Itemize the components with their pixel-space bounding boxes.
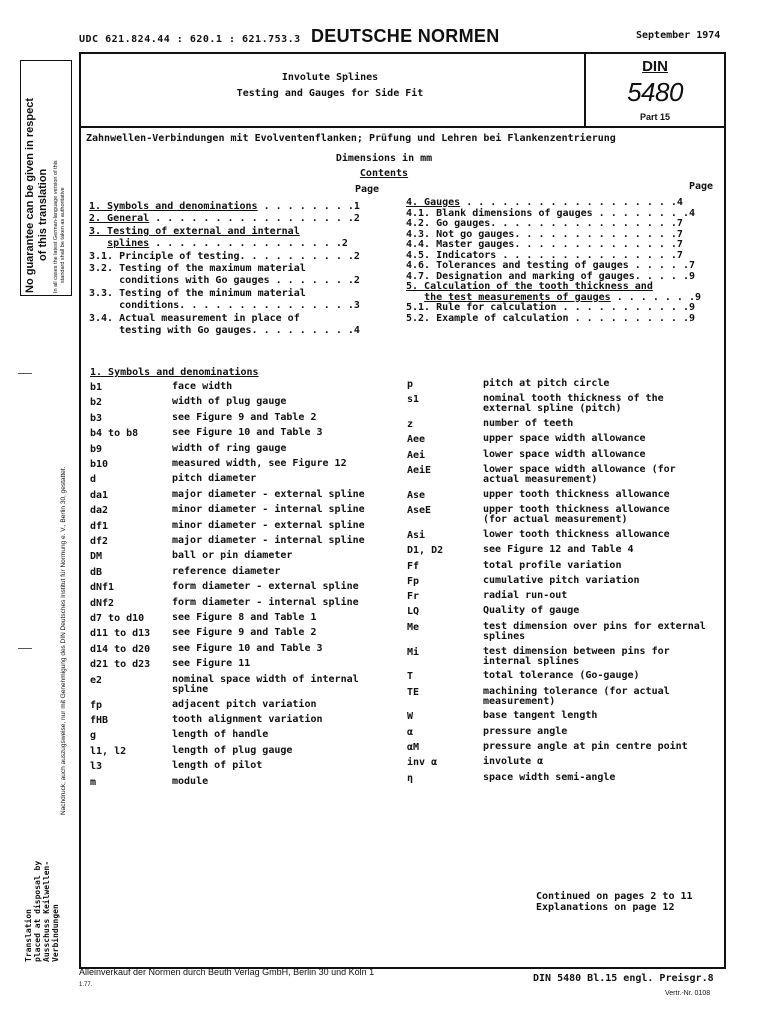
symbol-description: see Figure 10 and Table 3	[172, 427, 323, 439]
symbol-description: see Figure 11	[172, 658, 251, 670]
toc-entry: the test measurements of gauges . . . . . . .9	[424, 291, 702, 303]
symbol-description: cumulative pitch variation	[483, 574, 640, 586]
symbol-description: total profile variation	[483, 559, 622, 571]
symbol: l1, l2	[90, 745, 127, 757]
page-label-left: Page	[355, 184, 380, 195]
symbol-description: nominal space width of internal spline	[172, 673, 359, 695]
translation-credit-2: placed at disposal by	[33, 860, 42, 962]
toc-entry: 5.1. Rule for calculation . . . . . . . . . . .9	[406, 302, 695, 313]
toc-entry: 3.1. Principle of testing. . . . . . . . . .2	[89, 250, 360, 262]
symbol: z	[407, 419, 414, 431]
symbol-description: nominal tooth thickness of the external spline (pitch)	[483, 393, 664, 415]
symbol-description: measured width, see Figure 12	[172, 458, 347, 469]
symbol-description: form diameter - external spline	[172, 581, 359, 593]
german-title: Zahnwellen-Verbindungen mit Evolventenflanken; Prüfung und Lehren bei Flankenzentrierung	[86, 133, 616, 144]
symbol: d14 to d20	[90, 643, 151, 655]
din-part: Part 15	[639, 112, 671, 122]
symbol: T	[407, 671, 414, 683]
symbol-description: pitch diameter	[172, 473, 257, 485]
toc-entry: 3.3. Testing of the minimum material	[89, 287, 306, 299]
symbol: DM	[90, 551, 103, 563]
symbol-description: major diameter - external spline	[172, 488, 365, 500]
udc-classification: UDC 621.824.44 : 620.1 : 621.753.3	[79, 34, 301, 45]
symbol-description: adjacent pitch variation	[172, 698, 317, 710]
symbol-description: upper tooth thickness allowance	[483, 488, 670, 500]
symbol-description: machining tolerance (for actual measurement)	[483, 685, 670, 707]
symbol: g	[90, 730, 97, 742]
continued-pages: Continued on pages 2 to 11	[536, 891, 693, 902]
symbol: d	[90, 474, 97, 486]
symbol: W	[407, 711, 414, 723]
din-number: 5480	[627, 77, 683, 107]
toc-entry: 4.1. Blank dimensions of gauges . . . . . . . .4	[406, 207, 695, 219]
symbol: AeiE	[407, 465, 432, 476]
symbol-description: width of ring gauge	[172, 442, 287, 454]
symbol: df1	[90, 520, 109, 532]
symbol-description: width of plug gauge	[172, 396, 287, 408]
symbol-description: minor diameter - external spline	[172, 519, 365, 531]
symbol: d11 to d13	[90, 628, 151, 640]
toc-entry: 4.5. Indicators . . . . . . . . . . . . . . .7	[406, 249, 683, 261]
symbol: da1	[90, 489, 109, 501]
symbol: αM	[407, 742, 420, 753]
toc-entry: conditions. . . . . . . . . . . . . . .3	[89, 300, 360, 312]
footer-vertr-number: Vertr.-Nr. 0108	[665, 990, 711, 997]
symbol-description: number of teeth	[483, 418, 574, 430]
symbol: D1, D2	[407, 545, 444, 557]
disclaimer-line-1: No guarantee can be given in respect	[24, 97, 36, 293]
symbol: df2	[90, 536, 109, 547]
explanations-page: Explanations on page 12	[536, 902, 675, 913]
symbol-description: see Figure 10 and Table 3	[172, 642, 323, 654]
symbol-description: see Figure 9 and Table 2	[172, 627, 317, 639]
symbol-description: total tolerance (Go-gauge)	[483, 670, 640, 682]
symbol: α	[407, 726, 414, 738]
contents-heading: Contents	[359, 168, 409, 179]
symbol-description: major diameter - internal spline	[172, 535, 365, 546]
symbol-description: Quality of gauge	[483, 605, 580, 617]
footer-din-reference: DIN 5480 Bl.15 engl. Preisgr.8	[533, 973, 714, 984]
toc-entry: splines . . . . . . . . . . . . . . . .2	[107, 238, 348, 250]
symbol: Aei	[407, 449, 426, 461]
din-box-divider	[584, 52, 586, 128]
toc-entry: 3. Testing of external and internal	[89, 225, 300, 237]
toc-entry: 4.4. Master gauges. . . . . . . . . . . . . .7	[406, 239, 683, 250]
symbol-description: upper tooth thickness allowance (for actual measurement)	[483, 504, 670, 526]
symbol: Aee	[407, 434, 426, 446]
toc-left-column	[89, 202, 389, 342]
symbol-description: ball or pin diameter	[172, 550, 293, 562]
symbol: d21 to d23	[90, 659, 151, 671]
symbols-heading: 1. Symbols and denominations	[90, 367, 259, 378]
toc-entry: 3.4. Actual measurement in place of	[89, 312, 300, 324]
toc-entry: 2. General . . . . . . . . . . . . . . . . .2	[89, 213, 360, 225]
symbol: fHB	[90, 714, 109, 726]
symbol-description: length of plug gauge	[172, 744, 293, 756]
symbol: e2	[90, 674, 103, 686]
page-label-right: Page	[689, 181, 714, 192]
symbol-description: test dimension over pins for external splines	[483, 620, 706, 642]
disclaimer-line-2: of this translation	[37, 168, 49, 261]
symbol: d7 to d10	[90, 613, 145, 624]
symbol: Me	[407, 621, 420, 633]
dimensions-note: Dimensions in mm	[335, 153, 433, 164]
symbol-description: radial run-out	[483, 590, 568, 602]
symbol: dNf1	[90, 582, 115, 594]
symbol-description: length of handle	[172, 729, 269, 741]
symbol-description: form diameter - internal spline	[172, 596, 359, 608]
symbol-description: space width semi-angle	[483, 771, 616, 783]
symbol-description: pitch at pitch circle	[483, 378, 610, 389]
symbol: b4 to b8	[90, 428, 139, 440]
symbol-description: see Figure 9 and Table 2	[172, 411, 317, 423]
symbol: LQ	[407, 606, 420, 618]
disclaimer-small-2: standard shall be taken as authoritative	[60, 187, 66, 283]
symbol-description: pressure angle	[483, 725, 568, 737]
symbol: b2	[90, 397, 103, 409]
symbol-description: lower space width allowance (for actual measurement)	[483, 464, 676, 485]
reprint-notice: Nachdruck, auch auszugsweise, nur mit Genehmigung des DIN Deutsches Institut für Normung e. V., Berlin 30, gestattet.	[60, 466, 67, 815]
symbols-left-column	[90, 382, 390, 802]
translation-credit-4: Verbindungen	[51, 904, 60, 962]
toc-entry: 4.7. Designation and marking of gauges. . . . .9	[406, 270, 695, 282]
symbol: η	[407, 772, 414, 784]
symbol: Fr	[407, 591, 420, 603]
deutsche-normen-heading: DEUTSCHE NORMEN	[311, 26, 500, 46]
symbol-description: face width	[172, 381, 233, 392]
symbol-description: involute α	[483, 756, 544, 768]
symbol: Fp	[407, 575, 420, 587]
symbol: fp	[90, 699, 103, 711]
toc-entry: 5. Calculation of the tooth thickness and	[406, 281, 653, 292]
symbol: p	[407, 379, 414, 390]
symbol-description: lower tooth thickness allowance	[483, 528, 670, 540]
disclaimer-small-1: In all cases the latest German-language version of this	[53, 160, 59, 293]
symbol-description: module	[172, 775, 209, 787]
english-title	[140, 70, 520, 102]
toc-entry: 4.6. Tolerances and testing of gauges . . . . .7	[406, 260, 695, 271]
symbol-description: reference diameter	[172, 565, 281, 577]
symbol: l3	[90, 761, 103, 773]
toc-entry: 3.2. Testing of the maximum material	[89, 263, 306, 274]
symbol: b10	[90, 459, 109, 470]
symbol: AseE	[407, 505, 432, 517]
symbol-description: base tangent length	[483, 710, 598, 722]
toc-right-column	[406, 198, 722, 338]
symbol-description: tooth alignment variation	[172, 713, 323, 725]
symbol-description: length of pilot	[172, 760, 263, 772]
punch-mark	[18, 648, 32, 649]
din-number-box	[588, 56, 722, 122]
publication-date: September 1974	[636, 30, 721, 41]
title-line-1: Involute Splines	[281, 72, 379, 83]
symbol-description: upper space width allowance	[483, 433, 646, 445]
translation-disclaimer-box	[20, 60, 72, 296]
symbol: b9	[90, 443, 103, 455]
symbol-description: see Figure 12 and Table 4	[483, 544, 634, 556]
translation-credit-3: Ausschuss Keilwellen-	[42, 860, 51, 962]
translation-credit-1: Translation	[24, 909, 33, 962]
symbols-right-column	[407, 379, 725, 799]
symbol: TE	[407, 686, 420, 698]
symbol: Mi	[407, 646, 420, 658]
toc-entry: testing with Go gauges. . . . . . . . .4	[89, 325, 360, 336]
symbol: b3	[90, 412, 103, 424]
toc-entry: 4. Gauges . . . . . . . . . . . . . . . . . .4	[406, 197, 683, 208]
symbol-description: pressure angle at pin centre point	[483, 741, 688, 752]
toc-entry: 4.2. Go gauges. . . . . . . . . . . . . . . .7	[406, 218, 683, 229]
symbol: Ff	[407, 560, 420, 572]
symbol: b1	[90, 382, 103, 393]
continued-note	[536, 891, 693, 913]
title-divider	[79, 126, 726, 128]
symbol: dNf2	[90, 597, 115, 609]
din-label: DIN	[642, 58, 668, 75]
footer-code: 1.77.	[79, 982, 93, 988]
symbol-description: see Figure 8 and Table 1	[172, 612, 317, 623]
toc-entry: 4.3. Not go gauges. . . . . . . . . . . . . .7	[406, 228, 683, 240]
symbol: Ase	[407, 489, 426, 501]
toc-entry: conditions with Go gauges . . . . . . .2	[89, 275, 360, 287]
symbol: Asi	[407, 529, 426, 541]
symbol-description: lower space width allowance	[483, 448, 646, 460]
symbol: dB	[90, 566, 103, 578]
toc-entry: 5.2. Example of calculation . . . . . . . . . .9	[406, 312, 695, 324]
symbol: m	[90, 776, 97, 788]
toc-entry: 1. Symbols and denominations . . . . . . . .1	[89, 201, 360, 212]
footer-seller: Alleinverkauf der Normen durch Beuth Verlag GmbH, Berlin 30 und Köln 1	[79, 967, 375, 977]
symbol: da2	[90, 505, 109, 517]
symbol: inv α	[407, 757, 438, 769]
punch-mark	[18, 373, 32, 374]
symbol-description: test dimension between pins for internal splines	[483, 645, 670, 667]
symbol: s1	[407, 394, 420, 406]
title-line-2: Testing and Gauges for Side Fit	[236, 88, 424, 99]
symbol-description: minor diameter - internal spline	[172, 504, 365, 516]
